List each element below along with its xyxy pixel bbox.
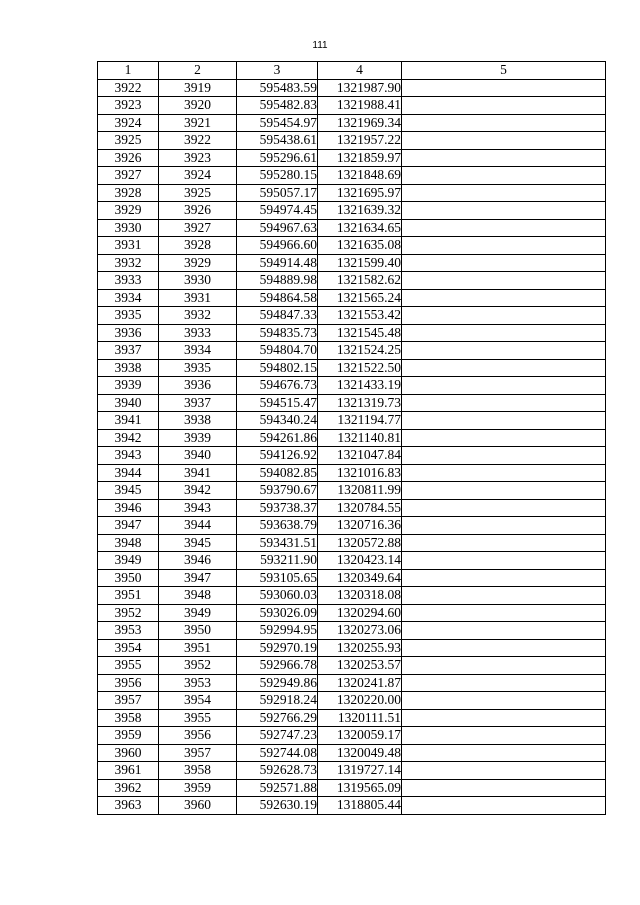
- page-number: 111: [312, 40, 328, 51]
- table-cell-col4: 1321848.69: [318, 167, 402, 185]
- table-cell-col1: 3939: [98, 377, 159, 395]
- table-cell-col5: [402, 184, 606, 202]
- table-cell-col2: 3952: [159, 657, 237, 675]
- table-cell-col2: 3936: [159, 377, 237, 395]
- table-cell-col3: 594261.86: [237, 429, 318, 447]
- table-row: [98, 289, 606, 307]
- table-cell-col3: 593060.03: [237, 587, 318, 605]
- table-cell-col5: [402, 657, 606, 675]
- table-cell-col5: [402, 394, 606, 412]
- table-cell-col4: 1321695.97: [318, 184, 402, 202]
- table-row: [98, 517, 606, 535]
- table-row: [98, 499, 606, 517]
- table-cell-col5: [402, 307, 606, 325]
- table-cell-col2: 3950: [159, 622, 237, 640]
- table-cell-col3: 593738.37: [237, 499, 318, 517]
- table-cell-col4: 1321047.84: [318, 447, 402, 465]
- table-cell-col2: 3946: [159, 552, 237, 570]
- table-row: [98, 412, 606, 430]
- table-cell-col1: 3923: [98, 97, 159, 115]
- table-row: [98, 324, 606, 342]
- table-cell-col1: 3954: [98, 639, 159, 657]
- table-cell-col5: [402, 359, 606, 377]
- table-cell-col1: 3956: [98, 674, 159, 692]
- table-cell-col4: 1321194.77: [318, 412, 402, 430]
- table-cell-col2: 3926: [159, 202, 237, 220]
- table-cell-col2: 3924: [159, 167, 237, 185]
- table-cell-col4: 1320811.99: [318, 482, 402, 500]
- table-cell-col4: 1319565.09: [318, 779, 402, 797]
- table-cell-col3: 594126.92: [237, 447, 318, 465]
- table-cell-col4: 1321639.32: [318, 202, 402, 220]
- table-cell-col1: 3930: [98, 219, 159, 237]
- table-cell-col3: 594967.63: [237, 219, 318, 237]
- table-cell-col2: 3942: [159, 482, 237, 500]
- table-cell-col2: 3960: [159, 797, 237, 815]
- table-row: [98, 482, 606, 500]
- coordinates-table: [97, 61, 606, 815]
- table-row: [98, 762, 606, 780]
- table-cell-col5: [402, 499, 606, 517]
- table-cell-col3: 595057.17: [237, 184, 318, 202]
- table-row: [98, 97, 606, 115]
- table-cell-col1: 3946: [98, 499, 159, 517]
- table-cell-col3: 593211.90: [237, 552, 318, 570]
- table-cell-col1: 3950: [98, 569, 159, 587]
- table-cell-col4: 1320273.06: [318, 622, 402, 640]
- table-cell-col5: [402, 604, 606, 622]
- table-row: [98, 534, 606, 552]
- table-cell-col2: 3955: [159, 709, 237, 727]
- table-cell-col4: 1321140.81: [318, 429, 402, 447]
- table-cell-col4: 1321988.41: [318, 97, 402, 115]
- table-cell-col5: [402, 219, 606, 237]
- table-cell-col4: 1321545.48: [318, 324, 402, 342]
- table-cell-col4: 1321634.65: [318, 219, 402, 237]
- table-cell-col2: 3953: [159, 674, 237, 692]
- table-cell-col1: 3941: [98, 412, 159, 430]
- table-row: [98, 184, 606, 202]
- table-cell-col3: 595280.15: [237, 167, 318, 185]
- table-cell-col2: 3958: [159, 762, 237, 780]
- table-row: [98, 569, 606, 587]
- table-row: [98, 114, 606, 132]
- table-row: [98, 254, 606, 272]
- table-cell-col5: [402, 272, 606, 290]
- column-header-1: 1: [98, 62, 159, 80]
- table-cell-col1: 3937: [98, 342, 159, 360]
- table-cell-col5: [402, 762, 606, 780]
- table-cell-col3: 594515.47: [237, 394, 318, 412]
- table-cell-col3: 593638.79: [237, 517, 318, 535]
- table-cell-col5: [402, 97, 606, 115]
- table-cell-col2: 3925: [159, 184, 237, 202]
- table-cell-col5: [402, 587, 606, 605]
- table-cell-col5: [402, 114, 606, 132]
- table-cell-col1: 3957: [98, 692, 159, 710]
- table-cell-col2: 3939: [159, 429, 237, 447]
- table-cell-col3: 594340.24: [237, 412, 318, 430]
- table-cell-col4: 1320253.57: [318, 657, 402, 675]
- table-cell-col3: 592630.19: [237, 797, 318, 815]
- table-cell-col4: 1320423.14: [318, 552, 402, 570]
- table-cell-col1: 3927: [98, 167, 159, 185]
- table-row: [98, 639, 606, 657]
- table-cell-col3: 592994.95: [237, 622, 318, 640]
- table-cell-col5: [402, 517, 606, 535]
- table-row: [98, 587, 606, 605]
- table-cell-col3: 594889.98: [237, 272, 318, 290]
- table-cell-col4: 1321969.34: [318, 114, 402, 132]
- table-cell-col5: [402, 464, 606, 482]
- table-cell-col4: 1320318.08: [318, 587, 402, 605]
- table-cell-col3: 595438.61: [237, 132, 318, 150]
- table-cell-col4: 1321635.08: [318, 237, 402, 255]
- table-cell-col1: 3933: [98, 272, 159, 290]
- table-cell-col2: 3922: [159, 132, 237, 150]
- table-cell-col1: 3922: [98, 79, 159, 97]
- table-cell-col4: 1321433.19: [318, 377, 402, 395]
- table-cell-col3: 594966.60: [237, 237, 318, 255]
- table-cell-col3: 594082.85: [237, 464, 318, 482]
- table-cell-col2: 3951: [159, 639, 237, 657]
- table-cell-col4: 1321582.62: [318, 272, 402, 290]
- table-cell-col5: [402, 254, 606, 272]
- table-cell-col5: [402, 342, 606, 360]
- table-cell-col4: 1320716.36: [318, 517, 402, 535]
- table-cell-col5: [402, 237, 606, 255]
- table-cell-col3: 595482.83: [237, 97, 318, 115]
- table-cell-col1: 3938: [98, 359, 159, 377]
- table-cell-col1: 3952: [98, 604, 159, 622]
- table-cell-col3: 592571.88: [237, 779, 318, 797]
- table-cell-col4: 1321987.90: [318, 79, 402, 97]
- table-row: [98, 709, 606, 727]
- table-cell-col4: 1321524.25: [318, 342, 402, 360]
- table-cell-col1: 3960: [98, 744, 159, 762]
- table-cell-col5: [402, 324, 606, 342]
- table-cell-col2: 3920: [159, 97, 237, 115]
- table-cell-col3: 594847.33: [237, 307, 318, 325]
- table-cell-col5: [402, 552, 606, 570]
- table-cell-col2: 3928: [159, 237, 237, 255]
- table-cell-col5: [402, 744, 606, 762]
- table-cell-col1: 3948: [98, 534, 159, 552]
- table-cell-col2: 3923: [159, 149, 237, 167]
- table-cell-col4: 1321319.73: [318, 394, 402, 412]
- table-cell-col3: 593431.51: [237, 534, 318, 552]
- table-cell-col2: 3933: [159, 324, 237, 342]
- column-header-4: 4: [318, 62, 402, 80]
- table-cell-col3: 592970.19: [237, 639, 318, 657]
- table-cell-col5: [402, 709, 606, 727]
- table-cell-col3: 592744.08: [237, 744, 318, 762]
- table-cell-col4: 1320241.87: [318, 674, 402, 692]
- table-cell-col5: [402, 412, 606, 430]
- table-cell-col2: 3940: [159, 447, 237, 465]
- table-cell-col3: 592918.24: [237, 692, 318, 710]
- table-row: [98, 149, 606, 167]
- table-cell-col1: 3944: [98, 464, 159, 482]
- table-row: [98, 727, 606, 745]
- table-cell-col2: 3929: [159, 254, 237, 272]
- table-cell-col5: [402, 429, 606, 447]
- table-cell-col5: [402, 202, 606, 220]
- table-cell-col1: 3925: [98, 132, 159, 150]
- table-cell-col2: 3930: [159, 272, 237, 290]
- table-cell-col3: 595483.59: [237, 79, 318, 97]
- table-row: [98, 622, 606, 640]
- table-cell-col1: 3959: [98, 727, 159, 745]
- table-cell-col2: 3949: [159, 604, 237, 622]
- table-cell-col3: 595296.61: [237, 149, 318, 167]
- table-cell-col2: 3931: [159, 289, 237, 307]
- table-cell-col1: 3935: [98, 307, 159, 325]
- table-body: [98, 79, 606, 814]
- table-cell-col4: 1321553.42: [318, 307, 402, 325]
- table-cell-col3: 595454.97: [237, 114, 318, 132]
- table-cell-col5: [402, 377, 606, 395]
- table-cell-col1: 3932: [98, 254, 159, 272]
- column-header-5: 5: [402, 62, 606, 80]
- table-row: [98, 167, 606, 185]
- table-cell-col1: 3951: [98, 587, 159, 605]
- table-cell-col4: 1321957.22: [318, 132, 402, 150]
- table-cell-col5: [402, 289, 606, 307]
- table-cell-col1: 3961: [98, 762, 159, 780]
- table-cell-col5: [402, 79, 606, 97]
- table-cell-col5: [402, 149, 606, 167]
- table-cell-col1: 3940: [98, 394, 159, 412]
- table-cell-col3: 594974.45: [237, 202, 318, 220]
- table-cell-col1: 3945: [98, 482, 159, 500]
- table-row: [98, 237, 606, 255]
- table-cell-col3: 592747.23: [237, 727, 318, 745]
- table-cell-col2: 3932: [159, 307, 237, 325]
- table-row: [98, 604, 606, 622]
- table-row: [98, 132, 606, 150]
- table-cell-col2: 3954: [159, 692, 237, 710]
- table-cell-col3: 592628.73: [237, 762, 318, 780]
- table-cell-col5: [402, 534, 606, 552]
- table-row: [98, 744, 606, 762]
- table-cell-col3: 594802.15: [237, 359, 318, 377]
- header-row: [98, 62, 606, 80]
- table-row: [98, 202, 606, 220]
- table-cell-col5: [402, 167, 606, 185]
- table-row: [98, 464, 606, 482]
- table-cell-col4: 1320059.17: [318, 727, 402, 745]
- table-cell-col4: 1321599.40: [318, 254, 402, 272]
- table-cell-col3: 593026.09: [237, 604, 318, 622]
- table-cell-col3: 592766.29: [237, 709, 318, 727]
- table-cell-col5: [402, 569, 606, 587]
- table-cell-col3: 594914.48: [237, 254, 318, 272]
- table-cell-col5: [402, 779, 606, 797]
- table-cell-col1: 3934: [98, 289, 159, 307]
- table-cell-col5: [402, 639, 606, 657]
- table-cell-col4: 1321859.97: [318, 149, 402, 167]
- table-cell-col2: 3956: [159, 727, 237, 745]
- table-row: [98, 219, 606, 237]
- table-cell-col1: 3955: [98, 657, 159, 675]
- table-cell-col4: 1320349.64: [318, 569, 402, 587]
- table-cell-col3: 594835.73: [237, 324, 318, 342]
- table-cell-col4: 1320255.93: [318, 639, 402, 657]
- column-header-2: 2: [159, 62, 237, 80]
- table-row: [98, 394, 606, 412]
- column-header-3: 3: [237, 62, 318, 80]
- table-cell-col2: 3957: [159, 744, 237, 762]
- table-cell-col4: 1320784.55: [318, 499, 402, 517]
- table-cell-col2: 3943: [159, 499, 237, 517]
- table-cell-col5: [402, 727, 606, 745]
- table-cell-col2: 3937: [159, 394, 237, 412]
- table-row: [98, 674, 606, 692]
- table-row: [98, 657, 606, 675]
- table-cell-col5: [402, 132, 606, 150]
- table-cell-col3: 594676.73: [237, 377, 318, 395]
- table-cell-col5: [402, 482, 606, 500]
- table-cell-col2: 3948: [159, 587, 237, 605]
- table-cell-col2: 3947: [159, 569, 237, 587]
- table-cell-col4: 1321016.83: [318, 464, 402, 482]
- table-cell-col4: 1320111.51: [318, 709, 402, 727]
- table-row: [98, 307, 606, 325]
- table-cell-col1: 3926: [98, 149, 159, 167]
- table-cell-col4: 1321522.50: [318, 359, 402, 377]
- table-cell-col4: 1320220.00: [318, 692, 402, 710]
- table-cell-col2: 3935: [159, 359, 237, 377]
- table-cell-col1: 3958: [98, 709, 159, 727]
- table-cell-col3: 593790.67: [237, 482, 318, 500]
- table-row: [98, 429, 606, 447]
- table-cell-col2: 3938: [159, 412, 237, 430]
- table-cell-col5: [402, 447, 606, 465]
- table-cell-col2: 3945: [159, 534, 237, 552]
- table-cell-col1: 3943: [98, 447, 159, 465]
- table-cell-col1: 3929: [98, 202, 159, 220]
- table-cell-col2: 3934: [159, 342, 237, 360]
- table-row: [98, 447, 606, 465]
- table-cell-col4: 1320294.60: [318, 604, 402, 622]
- table-row: [98, 377, 606, 395]
- table-cell-col1: 3931: [98, 237, 159, 255]
- table-cell-col3: 594804.70: [237, 342, 318, 360]
- table-row: [98, 79, 606, 97]
- table-cell-col1: 3924: [98, 114, 159, 132]
- table-cell-col3: 594864.58: [237, 289, 318, 307]
- table-cell-col1: 3947: [98, 517, 159, 535]
- table-cell-col2: 3921: [159, 114, 237, 132]
- table-cell-col4: 1321565.24: [318, 289, 402, 307]
- table-cell-col1: 3953: [98, 622, 159, 640]
- table-row: [98, 692, 606, 710]
- table-cell-col5: [402, 692, 606, 710]
- table-cell-col4: 1318805.44: [318, 797, 402, 815]
- table-cell-col3: 593105.65: [237, 569, 318, 587]
- table-cell-col5: [402, 797, 606, 815]
- table-cell-col3: 592966.78: [237, 657, 318, 675]
- table-cell-col1: 3942: [98, 429, 159, 447]
- table-cell-col2: 3941: [159, 464, 237, 482]
- table-cell-col1: 3962: [98, 779, 159, 797]
- table-cell-col1: 3949: [98, 552, 159, 570]
- table-row: [98, 552, 606, 570]
- table-cell-col1: 3936: [98, 324, 159, 342]
- table-cell-col5: [402, 622, 606, 640]
- table-cell-col3: 592949.86: [237, 674, 318, 692]
- table-cell-col2: 3944: [159, 517, 237, 535]
- table-row: [98, 342, 606, 360]
- table-row: [98, 779, 606, 797]
- table-row: [98, 272, 606, 290]
- table-cell-col4: 1320572.88: [318, 534, 402, 552]
- table-cell-col2: 3927: [159, 219, 237, 237]
- table-cell-col5: [402, 674, 606, 692]
- table-cell-col2: 3919: [159, 79, 237, 97]
- table-row: [98, 797, 606, 815]
- table-cell-col2: 3959: [159, 779, 237, 797]
- table-row: [98, 359, 606, 377]
- table-cell-col4: 1319727.14: [318, 762, 402, 780]
- table-cell-col1: 3963: [98, 797, 159, 815]
- table-cell-col1: 3928: [98, 184, 159, 202]
- table-cell-col4: 1320049.48: [318, 744, 402, 762]
